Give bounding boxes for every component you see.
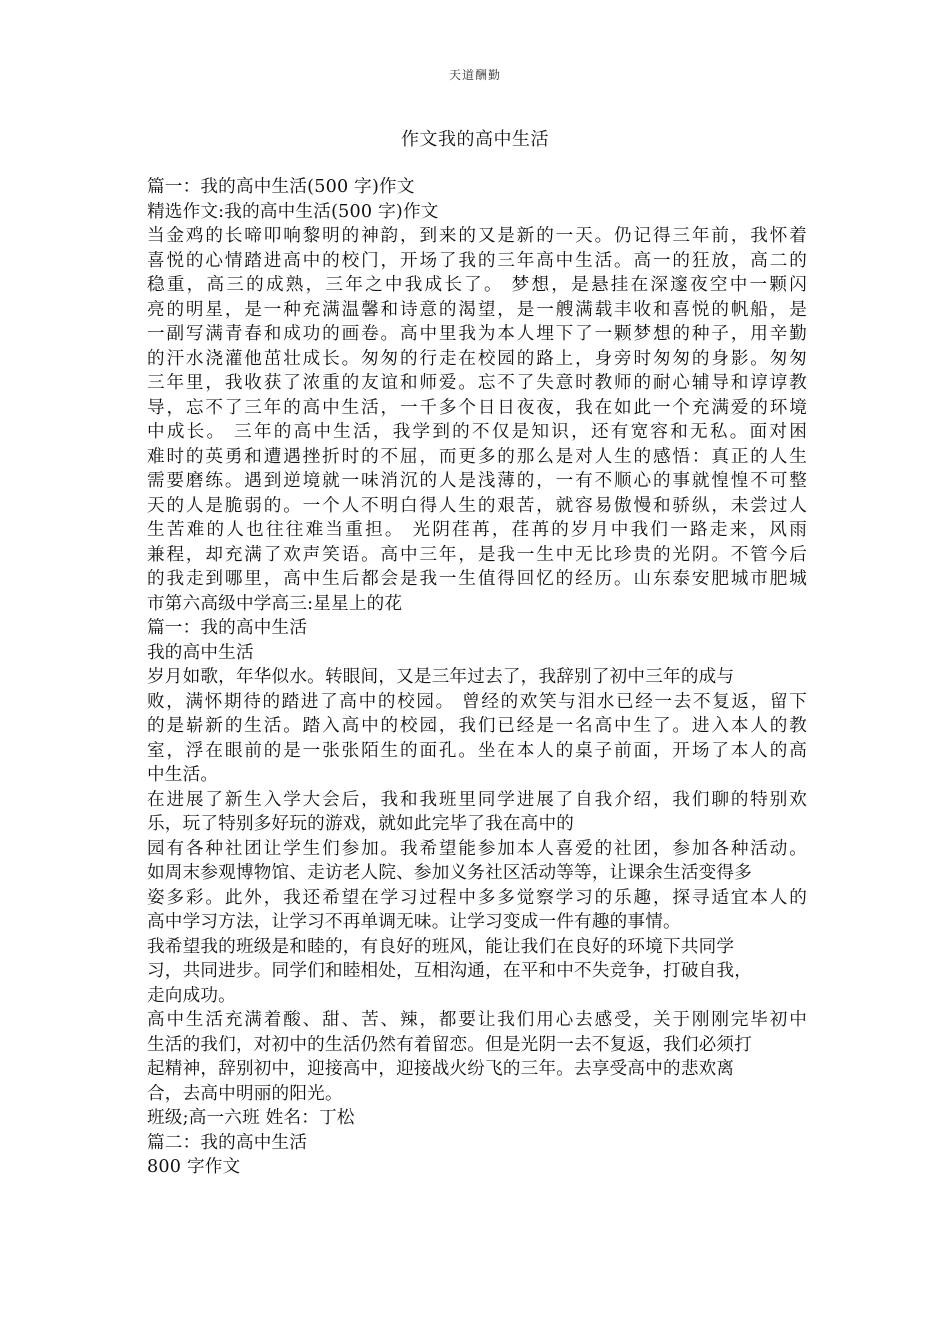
text-line: 中成长。 三年的高中生活，我学到的不仅是知识，还有宽容和无私。面对困 [147, 422, 807, 442]
text-line: 中生活。 [147, 765, 219, 785]
text-line: 高中学习方法，让学习不再单调无味。让学习变成一件有趣的事情。 [147, 912, 681, 932]
text-line: 乐，玩了特别多好玩的游戏，就如此完毕了我在高中的 [147, 814, 575, 834]
text-line: 在进展了新生入学大会后，我和我班里同学进展了自我介绍，我们聊的特别欢 [147, 789, 807, 810]
text-line: 需要磨练。遇到逆境就一味消沉的人是浅薄的，一有不顺心的事就惶惶不可整 [147, 471, 807, 491]
document-title: 作文我的高中生活 [401, 129, 549, 150]
text-line: 的我走到哪里，高中生后都会是我一生值得回忆的经历。山东泰安肥城市肥城 [147, 569, 807, 589]
text-line: 习，共同进步。同学们和睦相处，互相沟通，在平和中不失竞争，打破自我， [147, 961, 752, 981]
text-line: 园有各种社团让学生们参加。我希望能参加本人喜爱的社团，参加各种活动。 [147, 838, 807, 859]
text-line: 的汗水浇灌他茁壮成长。匆匆的行走在校园的路上，身旁时匆匆的身影。匆匆 [147, 348, 807, 369]
text-line: 生活的我们，对初中的生活仍然有着留恋。但是光阴一去不复返，我们必须打 [147, 1034, 752, 1055]
text-line: 难时的英勇和遭遇挫折时的不屈，而更多的那么是对人生的感悟：真正的人生 [147, 446, 807, 467]
text-line: 三年里，我收获了浓重的友谊和师爱。忘不了失意时教师的耐心辅导和谆谆教 [147, 373, 807, 393]
text-line: 一副写满青春和成功的画卷。高中里我为本人埋下了一颗梦想的种子，用辛勤 [147, 324, 807, 344]
text-line: 篇一：我的高中生活 [147, 618, 308, 638]
text-line: 篇二：我的高中生活 [147, 1132, 308, 1153]
text-line: 市第六高级中学高三:星星上的花 [147, 593, 403, 614]
text-line: 精选作文:我的高中生活(500 字)作文 [147, 201, 439, 222]
text-line: 班级;高一六班 姓名：丁松 [147, 1108, 355, 1128]
text-line: 高中生活充满着酸、甜、苦、辣，都要让我们用心去感受，关于刚刚完毕初中 [147, 1010, 807, 1030]
text-line: 篇一：我的高中生活(500 字)作文 [147, 177, 415, 197]
text-line: 的是崭新的生活。踏入高中的校园，我们已经是一名高中生了。进入本人的教 [147, 716, 807, 736]
page-header: 天道酬勤 [448, 68, 501, 82]
text-line: 当金鸡的长啼叩响黎明的神韵，到来的又是新的一天。仍记得三年前，我怀着 [147, 226, 807, 246]
text-line: 天的人是脆弱的。一个人不明白得人生的艰苦，就容易傲慢和骄纵，未尝过人 [147, 495, 807, 516]
text-line: 生苦难的人也往往难当重担。 光阴荏苒，荏苒的岁月中我们一路走来，风雨 [147, 520, 807, 540]
text-line: 我希望我的班级是和睦的，有良好的班风，能让我们在良好的环境下共同学 [147, 936, 735, 957]
text-line: 如周末参观博物馆、走访老人院、参加义务社区活动等等，让课余生活变得多 [147, 863, 752, 883]
text-line: 喜悦的心情踏进高中的校门，开场了我的三年高中生活。高一的狂放，高二的 [147, 250, 807, 271]
text-line: 稳重，高三的成熟，三年之中我成长了。 梦想，是悬挂在深邃夜空中一颗闪 [147, 275, 807, 295]
text-line: 败，满怀期待的踏进了高中的校园。 曾经的欢笑与泪水已经一去不复返，留下 [147, 691, 807, 712]
text-line: 走向成功。 [147, 985, 236, 1006]
text-line: 我的高中生活 [147, 642, 254, 663]
document-body [147, 175, 807, 1180]
text-line: 合，去高中明丽的阳光。 [147, 1083, 343, 1104]
text-line: 800 字作文 [147, 1157, 241, 1177]
text-line: 导，忘不了三年的高中生活，一千多个日日夜夜，我在如此一个充满爱的环境 [147, 397, 807, 418]
text-line: 姿多彩。此外，我还希望在学习过程中多多觉察学习的乐趣，探寻适宜本人的 [147, 887, 807, 908]
text-line: 起精神，辞别初中，迎接高中，迎接战火纷飞的三年。去享受高中的悲欢离 [147, 1059, 735, 1079]
text-line: 亮的明星，是一种充满温馨和诗意的渴望，是一艘满载丰收和喜悦的帆船，是 [147, 299, 807, 320]
text-line: 岁月如歌，年华似水。转眼间，又是三年过去了，我辞别了初中三年的成与 [147, 667, 735, 687]
text-line: 室，浮在眼前的是一张张陌生的面孔。坐在本人的桌子前面，开场了本人的高 [147, 740, 807, 761]
text-line: 兼程，却充满了欢声笑语。高中三年，是我一生中无比珍贵的光阴。不管今后 [147, 544, 807, 565]
